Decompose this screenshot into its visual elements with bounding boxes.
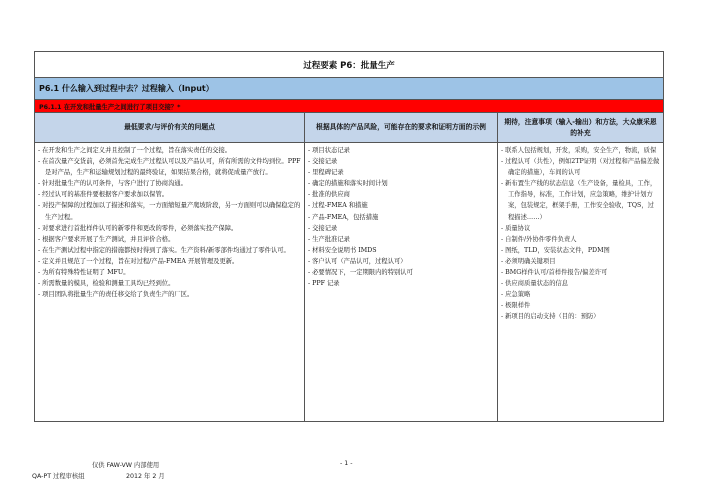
list-item: - 定义并且规范了一个过程，旨在对过程/产品-FMEA 开展管理及更新。 (38, 257, 239, 265)
list-item: - 新项目的启动支持（目的：预防） (501, 313, 600, 321)
list-item: - 批准的供应商 (308, 191, 350, 199)
list-item: - 必要情况下，一定期限内的特别认可 (308, 269, 413, 277)
list-item: - 极限样件 (501, 302, 531, 310)
list-item: - 图纸，TLD，安装状态文件，PDM图 (501, 246, 610, 254)
expectations-column (498, 143, 663, 421)
list-item: - PPF 记录 (308, 280, 340, 288)
list-item: - 必须明确关键项目 (501, 257, 556, 265)
list-item: - 经过认可的基准件要根据客户要求加以保管。 (38, 191, 169, 199)
list-item: - 过程认可（共性），例如2TP证明（对过程和产品偏差做确定的措施），车间的认可 (501, 158, 660, 177)
footer-date: 2012 年 2 月 (126, 473, 165, 480)
column-header-expectations: 期待，注意事项（输入-输出）和方法，大众康采恩的补充 (504, 117, 657, 137)
list-item: - 联系人包括规划，开发，采购，安全生产，物流，质保 (501, 147, 657, 154)
examples-column (305, 143, 498, 421)
list-item: - 在开发和生产之间定义并且控制了一个过程，旨在落实责任的交接。 (38, 147, 232, 154)
list-item: - 供应商质量状态的信息 (501, 280, 569, 288)
footer-document-owner: QA-PT 过程审核组 (32, 473, 85, 480)
list-item: - 根据客户要求开展了生产测试，并且评价合格。 (38, 235, 175, 243)
list-item: - 在生产测试过程中指定的措施都按时得到了落实。生产资料/新零部件均通过了零件认可。 (38, 246, 290, 254)
list-item: - 为所有特殊特性证明了 MFU。 (38, 269, 130, 277)
column-header-examples: 根据具体的产品风险，可能存在的要求和证明方面的示例 (305, 113, 498, 142)
column-header-requirements: 最低要求/与评价有关的问题点 (35, 113, 305, 142)
subsection-header-p6-1-1: P6.1.1 在开发和批量生产之间进行了项目交接？* (35, 100, 663, 113)
requirements-column (35, 143, 305, 421)
process-element-table (34, 51, 664, 422)
list-item: - 所需数量的模具，检验和测量工具均已经到位。 (38, 280, 175, 288)
list-item: - BMG样件认可/首样件报告/偏差许可 (501, 269, 608, 277)
table-title: 过程要素 P6：批量生产 (35, 52, 663, 78)
list-item: - 交接记录 (308, 224, 338, 232)
list-item: - 在首次量产交货前，必须首先完成生产过程认可以及产品认可，所有所需的文件均到位。PPF 是对产品，生产和运输规划过程的最终验证，如果结果合格，就将促成量产放行。 (38, 158, 301, 177)
list-item: - 交接记录 (308, 158, 338, 166)
list-item: - 针对批量生产的认可条件，与客户进行了协商沟通。 (38, 180, 187, 188)
footer-usage-note: 仅供 FAW-VW 内部使用 (92, 462, 160, 469)
list-item: - 生产批准记录 (308, 235, 350, 243)
list-item: - 应急策略 (501, 291, 531, 299)
content-row (35, 143, 663, 421)
list-item: - 产品-FMEA，包括措施 (308, 213, 379, 221)
list-item: - 自制件/外协件零件负责人 (501, 235, 577, 243)
list-item: - 材料安全说明书 IMDS (308, 246, 377, 254)
list-item: - 对投产保障的过程加以了描述和落实，一方面缩短量产爬坡阶段，另一方面则可以确保稳定的生产过程。 (38, 202, 301, 221)
list-item: - 项目团队将批量生产的责任移交给了负责生产的厂区。 (38, 291, 194, 299)
list-item: - 项目状态记录 (308, 147, 350, 154)
list-item: - 对要求进行首批样件认可的新零件和更改的零件，必须落实投产保障。 (38, 224, 238, 232)
column-header-row (35, 113, 663, 143)
list-item: - 客户认可（产品认可，过程认可） (308, 257, 407, 265)
list-item: - 确定的措施和落实时间计划 (308, 180, 388, 188)
footer-page-number: - 1 - (340, 460, 353, 467)
list-item: - 新布置生产线的状态信息（生产设备，量检具，工作，工作指导，标准，工作计划，应急策略，维护计划方案，包装规定，框架手册，工作安全验收，TQS，过程描述……） (501, 180, 657, 221)
list-item: - 里程碑记录 (308, 169, 344, 177)
list-item: - 过程-FMEA 和措施 (308, 202, 368, 210)
section-header-p6-1: P6.1 什么输入到过程中去？过程输入（Input） (35, 78, 663, 100)
list-item: - 质量协议 (501, 224, 531, 232)
